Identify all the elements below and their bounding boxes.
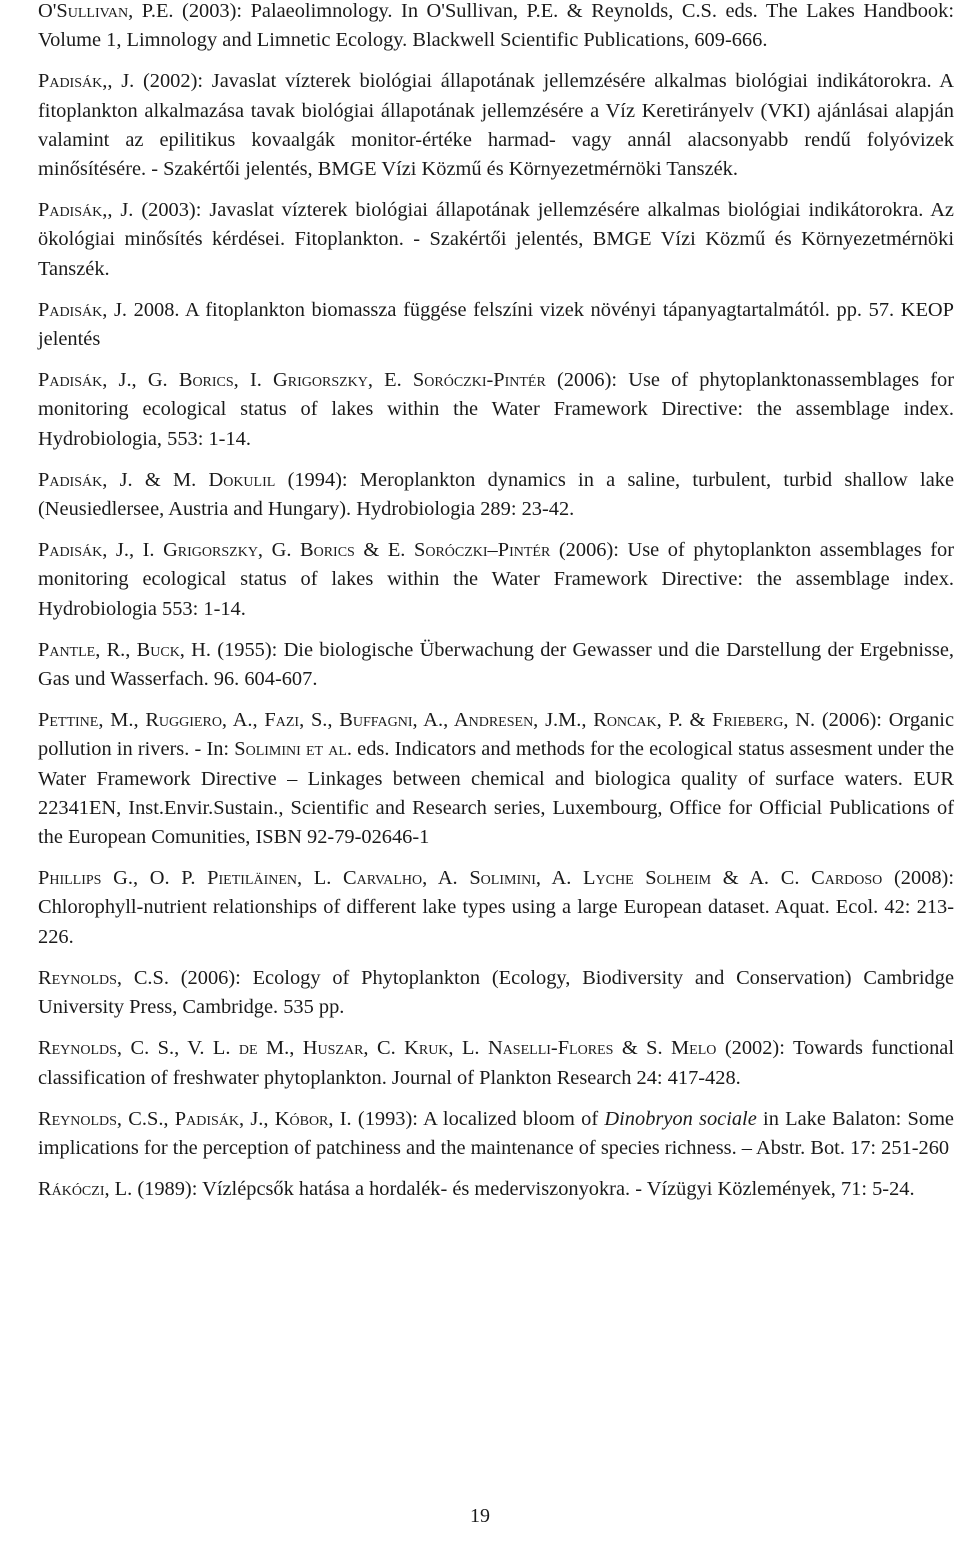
reference-text: (2006): Use of phytoplankton assemblages for monitoring ecological status of lakes within the Water Framework Directive: the assemblage index. Hydrobiologia 553: 1-14. [38,539,955,620]
reference-item [38,864,954,952]
reference-authors: O'Sullivan, P.E. [38,0,174,22]
reference-text: (2006): Organic pollution in rivers. - In: [38,709,954,761]
reference-text: (1989): Vízlépcsők hatása a hordalék- és mederviszonyokra. - Vízügyi Közlemények, 71: 5-24. [132,1178,915,1201]
reference-list [38,0,954,1216]
reference-text: (2003): Javaslat vízterek biológiai állapotának jellemzésére alkalmas biológiai indikátorokra. Az ökológiai minősítés kérdései. Fitoplankton. - Szakértői jelentés, BMGE Vízi Közmű és Környezetmérnöki Tanszék. [38,199,954,280]
reference-authors: Reynolds, C.S., Padisák, J., Kóbor, I. [38,1107,352,1130]
reference-item [38,1034,954,1092]
reference-text: (1993): A localized bloom of [351,1107,605,1130]
page-number: 19 [470,1505,490,1527]
reference-authors: Pantle, R., Buck, H. [38,638,212,661]
reference-authors: Reynolds, C. S., V. L. de M., Huszar, C. Kruk, L. Naselli-Flores & S. Melo [38,1037,717,1060]
reference-text: 2008. A fitoplankton biomassza függése felszíni vizek növényi tápanyagtartalmától. pp. 57. KEOP jelentés [38,298,955,351]
reference-authors: Phillips G., O. P. Pietiläinen, L. Carvalho, A. Solimini, A. Lyche Solheim & A. C. Cardoso [38,867,883,890]
reference-authors: Padisák, J. & M. Dokulil [38,468,276,491]
reference-authors: Padisák,, J. [38,199,134,222]
reference-text: (2008): Chlorophyll-nutrient relationships of different lake types using a large European dataset. Aquat. Ecol. 42: 213-226. [38,867,954,948]
reference-text: (2006): Ecology of Phytoplankton (Ecology, Biodiversity and Conservation) Cambridge University Press, Cambridge. 535 pp. [38,966,954,1019]
reference-text-continued: in Lake Balaton: Some implications for the perception of patchiness and the maintenance of species richness. – Abstr. Bot. 17: 251-260 [38,1107,954,1159]
reference-authors: Padisák,, J. [38,70,135,93]
reference-editors: Solimini et al. [234,738,352,761]
reference-text: (2003): Palaeolimnology. In O'Sullivan, P.E. & Reynolds, C.S. eds. The Lakes Handbook: Volume 1, Limnology and Limnetic Ecology. Blackwell Scientific Publications, 609-666. [38,0,954,52]
reference-item [38,1175,954,1204]
reference-item [38,636,954,694]
reference-authors: Reynolds, C.S. [38,966,169,989]
reference-text: (1955): Die biologische Überwachung der Gewasser und die Darstellung der Ergebnisse, Gas und Wasserfach. 96. 604-607. [38,638,954,691]
reference-text-continued: eds. Indicators and methods for the ecological status assesment under the Water Framework Directive – Linkages between chemical and biologica quality of surface waters. EUR 22341EN, Inst.Envir.Sustain., Scientific and Research series, Luxembourg, Office for Official Publications of the European Comunities, ISBN 92-79-02646-1 [38,738,955,849]
reference-item [38,0,954,55]
reference-item [38,296,954,354]
reference-authors: Rákóczi, L. [38,1178,133,1201]
reference-item [38,706,954,852]
reference-authors: Padisák, J., I. Grigorszky, G. Borics & E. Soróczki–Pintér [38,539,551,562]
reference-authors: Padisák, J., G. Borics, I. Grigorszky, E. Soróczki-Pintér [38,369,546,392]
reference-item [38,964,954,1022]
reference-text: (2006): Use of phytoplanktonassemblages for monitoring ecological status of lakes within the Water Framework Directive: the assemblage index. Hydrobiologia, 553: 1-14. [38,369,954,450]
reference-item [38,466,954,524]
reference-authors: Pettine, M., Ruggiero, A., Fazi, S., Buffagni, A., Andresen, J.M., Roncak, P. & Frieberg, N. [38,709,816,732]
reference-text: (2002): Javaslat vízterek biológiai állapotának jellemzésére alkalmas biológiai indikátorokra. A fitoplankton alkalmazása tavak biológiai állapotának jellemzésére a Víz Keretirányelv (VKI) ajánlásai alapján valamint az epilitikus kovaalgák monitor-értéke harmad- vagy annál alacsonyabb rendű folyóvizek minősítésére. - Szakértői jelentés, BMGE Vízi Közmű és Környezetmérnöki Tanszék. [38,70,955,181]
reference-item [38,366,954,454]
reference-text: (1994): Meroplankton dynamics in a saline, turbulent, turbid shallow lake (Neusiedlersee, Austria and Hungary). Hydrobiologia 289: 23-42. [38,468,954,521]
reference-item [38,67,954,184]
reference-item [38,536,954,624]
species-name: Dinobryon sociale [604,1107,757,1130]
reference-item [38,196,954,284]
reference-item [38,1105,954,1163]
reference-authors: Padisák, J. [38,298,127,321]
reference-text: (2002): Towards functional classification of freshwater phytoplankton. Journal of Plankton Research 24: 417-428. [38,1037,954,1089]
